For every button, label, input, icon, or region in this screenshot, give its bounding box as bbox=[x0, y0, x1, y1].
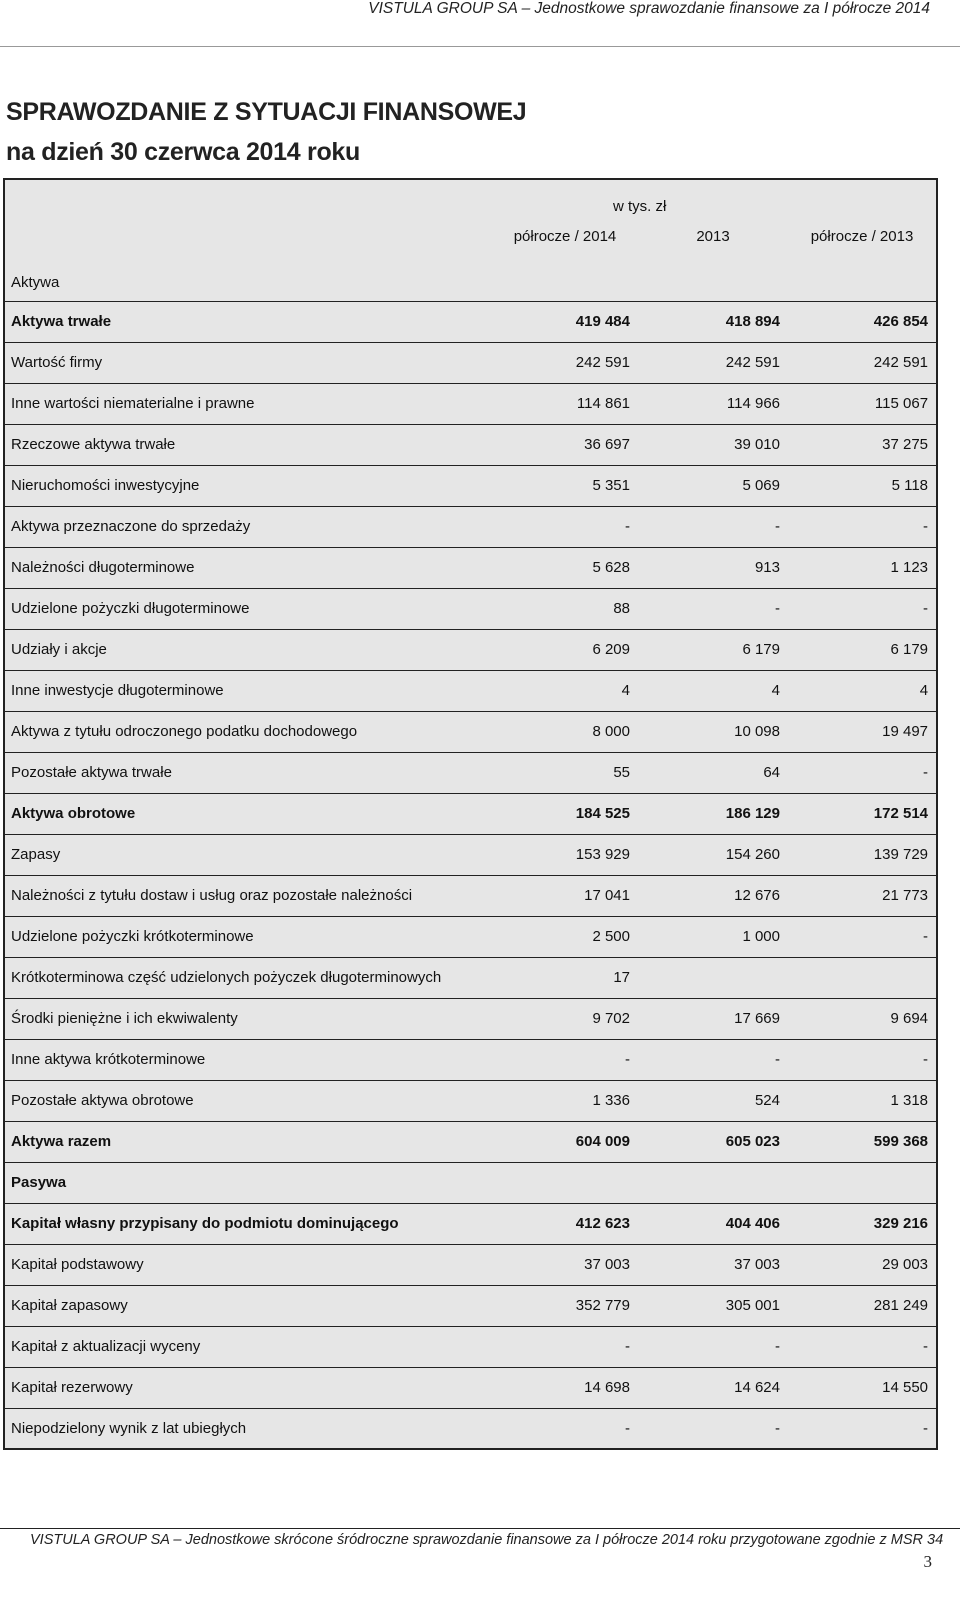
column-header: 2013 bbox=[638, 215, 788, 257]
row-value: - bbox=[638, 588, 788, 629]
row-value: - bbox=[638, 1326, 788, 1367]
row-value: 17 041 bbox=[492, 875, 638, 916]
row-value: 913 bbox=[638, 547, 788, 588]
row-value: 2 500 bbox=[492, 916, 638, 957]
row-value: - bbox=[788, 588, 937, 629]
table-row bbox=[4, 424, 937, 465]
row-label: Niepodzielony wynik z lat ubiegłych bbox=[4, 1408, 492, 1449]
table-row bbox=[4, 506, 937, 547]
row-value: 1 000 bbox=[638, 916, 788, 957]
row-value: 599 368 bbox=[788, 1121, 937, 1162]
row-value: 242 591 bbox=[638, 342, 788, 383]
row-label: Środki pieniężne i ich ekwiwalenty bbox=[4, 998, 492, 1039]
table-row bbox=[4, 1244, 937, 1285]
row-label: Udzielone pożyczki długoterminowe bbox=[4, 588, 492, 629]
table-row bbox=[4, 875, 937, 916]
row-value: 114 966 bbox=[638, 383, 788, 424]
row-value: 404 406 bbox=[638, 1203, 788, 1244]
row-label: Kapitał podstawowy bbox=[4, 1244, 492, 1285]
page-title: SPRAWOZDANIE Z SYTUACJI FINANSOWEJ bbox=[6, 98, 527, 126]
row-value: 14 624 bbox=[638, 1367, 788, 1408]
row-value: 426 854 bbox=[788, 301, 937, 342]
row-label: Aktywa z tytułu odroczonego podatku dochodowego bbox=[4, 711, 492, 752]
table-row bbox=[4, 670, 937, 711]
row-value: - bbox=[492, 506, 638, 547]
row-value: 6 179 bbox=[638, 629, 788, 670]
row-value: 5 628 bbox=[492, 547, 638, 588]
row-label: Rzeczowe aktywa trwałe bbox=[4, 424, 492, 465]
table-row bbox=[4, 1326, 937, 1367]
row-label: Pasywa bbox=[4, 1162, 492, 1203]
page-subtitle: na dzień 30 czerwca 2014 roku bbox=[6, 138, 360, 166]
footer-divider bbox=[0, 1528, 960, 1529]
table-row bbox=[4, 1203, 937, 1244]
row-value: 37 003 bbox=[492, 1244, 638, 1285]
row-label: Udziały i akcje bbox=[4, 629, 492, 670]
table-row bbox=[4, 1367, 937, 1408]
column-header-row bbox=[4, 215, 937, 257]
row-value: - bbox=[492, 1039, 638, 1080]
row-value: 115 067 bbox=[788, 383, 937, 424]
row-value: 139 729 bbox=[788, 834, 937, 875]
row-value: 9 694 bbox=[788, 998, 937, 1039]
row-value: 17 669 bbox=[638, 998, 788, 1039]
table-row bbox=[4, 342, 937, 383]
row-value: 352 779 bbox=[492, 1285, 638, 1326]
row-value: 12 676 bbox=[638, 875, 788, 916]
column-header: półrocze / 2014 bbox=[492, 215, 638, 257]
row-value: - bbox=[638, 506, 788, 547]
row-label: Należności długoterminowe bbox=[4, 547, 492, 588]
financial-statement-table bbox=[3, 178, 938, 1450]
row-label: Należności z tytułu dostaw i usług oraz pozostałe należności bbox=[4, 875, 492, 916]
row-value: 114 861 bbox=[492, 383, 638, 424]
row-value: 153 929 bbox=[492, 834, 638, 875]
row-value: - bbox=[492, 1408, 638, 1449]
row-label: Aktywa przeznaczone do sprzedaży bbox=[4, 506, 492, 547]
row-value: 329 216 bbox=[788, 1203, 937, 1244]
table-row bbox=[4, 1162, 937, 1203]
table-row bbox=[4, 1121, 937, 1162]
row-value: 305 001 bbox=[638, 1285, 788, 1326]
row-value bbox=[492, 1162, 638, 1203]
row-value: 4 bbox=[638, 670, 788, 711]
row-value: 605 023 bbox=[638, 1121, 788, 1162]
row-value: 37 003 bbox=[638, 1244, 788, 1285]
row-label: Kapitał zapasowy bbox=[4, 1285, 492, 1326]
row-value: 8 000 bbox=[492, 711, 638, 752]
table-row bbox=[4, 383, 937, 424]
row-value: 39 010 bbox=[638, 424, 788, 465]
row-value: - bbox=[492, 1326, 638, 1367]
table-row bbox=[4, 629, 937, 670]
row-label: Aktywa trwałe bbox=[4, 301, 492, 342]
row-value: 19 497 bbox=[788, 711, 937, 752]
row-value: 604 009 bbox=[492, 1121, 638, 1162]
row-label: Pozostałe aktywa obrotowe bbox=[4, 1080, 492, 1121]
row-value: 4 bbox=[492, 670, 638, 711]
row-label: Kapitał własny przypisany do podmiotu dominującego bbox=[4, 1203, 492, 1244]
row-value: 36 697 bbox=[492, 424, 638, 465]
row-value bbox=[638, 1162, 788, 1203]
table-row bbox=[4, 465, 937, 506]
row-label: Zapasy bbox=[4, 834, 492, 875]
table-row bbox=[4, 711, 937, 752]
row-label: Kapitał z aktualizacji wyceny bbox=[4, 1326, 492, 1367]
row-value: 9 702 bbox=[492, 998, 638, 1039]
row-value: 5 118 bbox=[788, 465, 937, 506]
section-heading-row bbox=[4, 257, 937, 301]
row-value: 281 249 bbox=[788, 1285, 937, 1326]
row-value: - bbox=[788, 506, 937, 547]
row-value: 37 275 bbox=[788, 424, 937, 465]
row-value: 21 773 bbox=[788, 875, 937, 916]
table-row bbox=[4, 301, 937, 342]
row-label: Inne inwestycje długoterminowe bbox=[4, 670, 492, 711]
row-value: 1 123 bbox=[788, 547, 937, 588]
table-row bbox=[4, 1039, 937, 1080]
row-label: Wartość firmy bbox=[4, 342, 492, 383]
row-value: 6 179 bbox=[788, 629, 937, 670]
row-value: - bbox=[788, 916, 937, 957]
unit-row bbox=[4, 179, 937, 215]
table-row bbox=[4, 998, 937, 1039]
row-value: 5 351 bbox=[492, 465, 638, 506]
row-value: 242 591 bbox=[492, 342, 638, 383]
row-value: 17 bbox=[492, 957, 638, 998]
row-value: 4 bbox=[788, 670, 937, 711]
row-label: Pozostałe aktywa trwałe bbox=[4, 752, 492, 793]
table-row bbox=[4, 1408, 937, 1449]
table-row bbox=[4, 834, 937, 875]
table-row bbox=[4, 916, 937, 957]
row-value: 10 098 bbox=[638, 711, 788, 752]
row-label: Udzielone pożyczki krótkoterminowe bbox=[4, 916, 492, 957]
row-label: Nieruchomości inwestycyjne bbox=[4, 465, 492, 506]
table-row bbox=[4, 793, 937, 834]
header-divider bbox=[0, 46, 960, 47]
page-number: 3 bbox=[923, 1552, 932, 1571]
row-value: 64 bbox=[638, 752, 788, 793]
row-label: Inne aktywa krótkoterminowe bbox=[4, 1039, 492, 1080]
row-value: 419 484 bbox=[492, 301, 638, 342]
row-value: 88 bbox=[492, 588, 638, 629]
row-label: Kapitał rezerwowy bbox=[4, 1367, 492, 1408]
row-value: 14 698 bbox=[492, 1367, 638, 1408]
row-value: - bbox=[788, 1039, 937, 1080]
row-value: - bbox=[638, 1408, 788, 1449]
row-value bbox=[638, 957, 788, 998]
row-value: 55 bbox=[492, 752, 638, 793]
row-value: 1 318 bbox=[788, 1080, 937, 1121]
table-row bbox=[4, 547, 937, 588]
row-value: - bbox=[788, 752, 937, 793]
row-value bbox=[788, 957, 937, 998]
row-value: - bbox=[788, 1408, 937, 1449]
column-header: półrocze / 2013 bbox=[788, 215, 937, 257]
row-value: 154 260 bbox=[638, 834, 788, 875]
unit-label: w tys. zł bbox=[492, 179, 937, 215]
row-value: 186 129 bbox=[638, 793, 788, 834]
table-row bbox=[4, 752, 937, 793]
row-value: 184 525 bbox=[492, 793, 638, 834]
row-label: Aktywa razem bbox=[4, 1121, 492, 1162]
row-label: Krótkoterminowa część udzielonych pożyczek długoterminowych bbox=[4, 957, 492, 998]
row-value: 5 069 bbox=[638, 465, 788, 506]
row-value: 524 bbox=[638, 1080, 788, 1121]
row-value: 1 336 bbox=[492, 1080, 638, 1121]
running-header: VISTULA GROUP SA – Jednostkowe sprawozdanie finansowe za I półrocze 2014 bbox=[368, 0, 930, 17]
table-row bbox=[4, 1285, 937, 1326]
row-value: 29 003 bbox=[788, 1244, 937, 1285]
row-value: - bbox=[788, 1326, 937, 1367]
table-row bbox=[4, 1080, 937, 1121]
row-value bbox=[788, 1162, 937, 1203]
section-heading: Aktywa bbox=[4, 257, 492, 301]
row-value: 418 894 bbox=[638, 301, 788, 342]
row-label: Inne wartości niematerialne i prawne bbox=[4, 383, 492, 424]
row-value: 412 623 bbox=[492, 1203, 638, 1244]
table-row bbox=[4, 957, 937, 998]
row-value: - bbox=[638, 1039, 788, 1080]
row-value: 6 209 bbox=[492, 629, 638, 670]
row-value: 14 550 bbox=[788, 1367, 937, 1408]
row-label: Aktywa obrotowe bbox=[4, 793, 492, 834]
row-value: 172 514 bbox=[788, 793, 937, 834]
page-footer: VISTULA GROUP SA – Jednostkowe skrócone śródroczne sprawozdanie finansowe za I półrocze 2014 roku przygotowane zgodnie z MSR 34 bbox=[30, 1532, 944, 1548]
table-row bbox=[4, 588, 937, 629]
row-value: 242 591 bbox=[788, 342, 937, 383]
